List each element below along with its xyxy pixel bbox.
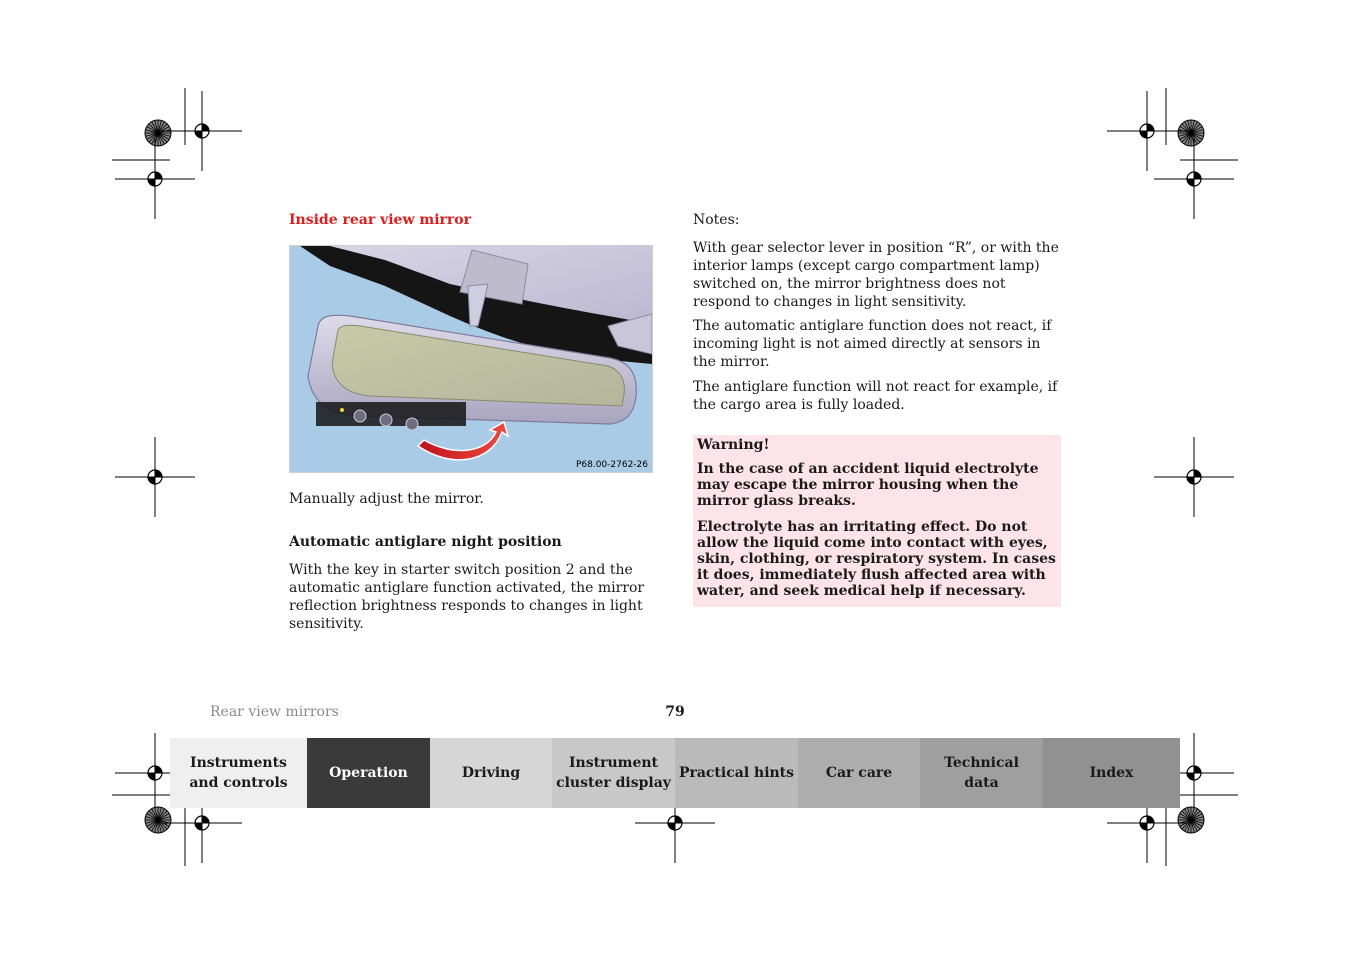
trim-line	[112, 160, 172, 162]
tab-label: Operation	[329, 765, 408, 781]
tab-label-line1: Instruments	[190, 755, 287, 771]
trim-line	[185, 88, 187, 147]
tab-instruments-and-controls[interactable]	[170, 738, 307, 808]
notes-label: Notes:	[693, 212, 740, 228]
warning-paragraph-irritation: Electrolyte has an irritating effect. Do not allow the liquid come into contact with eyes, skin, clothing, or respiratory system. In cases it does, immediately flush affected area with water, and seek medical help if necessary.	[697, 519, 1056, 599]
tab-practical-hints[interactable]	[675, 738, 798, 808]
crosshair-target-mark	[115, 139, 195, 219]
manual-adjust-text: Manually adjust the mirror.	[289, 491, 484, 507]
trim-line	[185, 808, 187, 868]
figure-code: P68.00-2762-26	[575, 460, 648, 470]
trim-line	[1180, 160, 1240, 162]
crosshair-target-mark	[1154, 437, 1234, 517]
note-gear-selector: With gear selector lever in position “R”, or with the interior lamps (except cargo compartment lamp) switched on, the mirror brightness does not respond to changes in light sensitivity.	[693, 240, 1059, 310]
note-incoming-light: The automatic antiglare function does not react, if incoming light is not aimed directly at sensors in the mirror.	[693, 318, 1052, 370]
tab-label-line2: data	[964, 775, 999, 791]
tab-label: Practical hints	[678, 765, 795, 781]
auto-antiglare-heading: Automatic antiglare night position	[289, 534, 562, 550]
tab-label: Index	[1089, 765, 1134, 781]
tab-car-care[interactable]	[798, 738, 920, 808]
crosshair-target-mark	[115, 437, 195, 517]
trim-line	[112, 795, 172, 797]
trim-line	[1166, 88, 1168, 147]
auto-antiglare-text: With the key in starter switch position 2 and the automatic antiglare function activated, the mirror reflection brightness responds to changes in light sensitivity.	[289, 562, 645, 632]
tab-technical-data[interactable]	[920, 738, 1043, 808]
mirror-illustration	[289, 245, 653, 473]
tab-label-line2: cluster display	[556, 775, 671, 791]
tab-driving[interactable]	[430, 738, 552, 808]
tab-label-line2: and controls	[189, 775, 288, 791]
tab-label-line1: Instrument	[569, 755, 658, 771]
tab-index[interactable]	[1043, 738, 1180, 808]
section-title: Inside rear view mirror	[289, 212, 471, 228]
warning-paragraph-electrolyte-escape: In the case of an accident liquid electrolyte may escape the mirror housing when the mirror glass breaks.	[697, 461, 1039, 509]
tab-instrument-cluster-display[interactable]	[552, 738, 675, 808]
tab-operation[interactable]	[307, 738, 430, 808]
warning-title: Warning!	[697, 437, 770, 453]
trim-line	[1180, 795, 1240, 797]
trim-line	[1166, 808, 1168, 868]
tab-label: Driving	[461, 765, 521, 781]
note-cargo-loaded: The antiglare function will not react for example, if the cargo area is fully loaded.	[693, 379, 1058, 413]
warning-box	[693, 435, 1061, 607]
page-number: 79	[665, 704, 685, 720]
tab-label: Car care	[825, 765, 893, 781]
crosshair-target-mark	[1154, 139, 1234, 219]
footer-section-name: Rear view mirrors	[210, 704, 339, 720]
tab-label-line1: Technical	[944, 755, 1019, 771]
mirror-drawing	[290, 246, 652, 472]
chapter-navigation	[170, 738, 1180, 808]
